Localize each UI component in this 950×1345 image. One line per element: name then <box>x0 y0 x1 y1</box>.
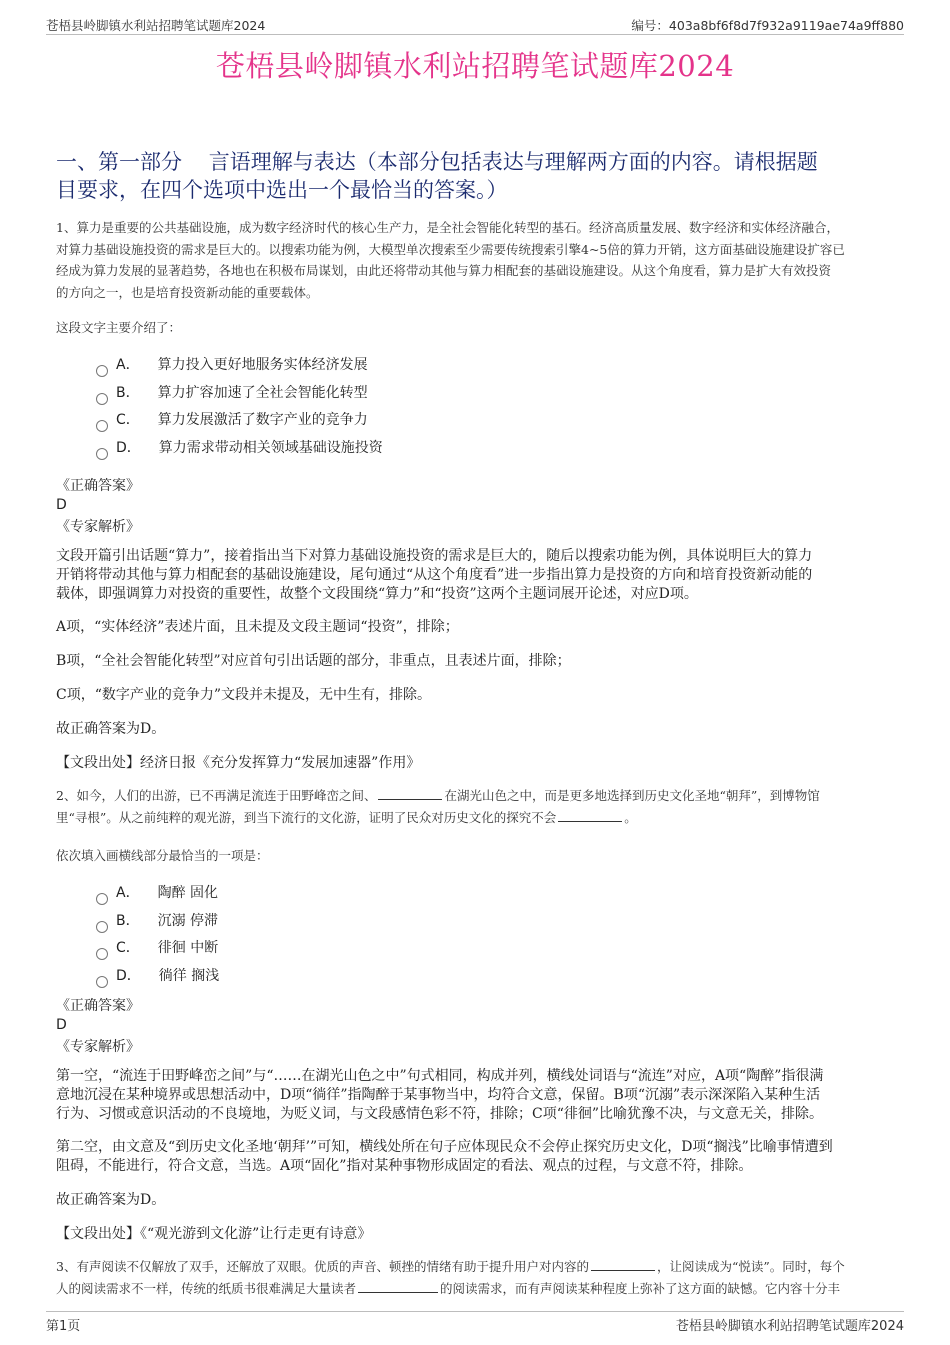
analysis-line: 行为、习惯或意识活动的不良境地，为贬义词，与文段感情色彩不符，排除；C项“徘徊”比喻犹豫不决，与文意无关，排除。 <box>56 1106 824 1122</box>
analysis-paragraph: B项，“全社会智能化转型”对应首句引出话题的部分，非重点，且表述片面，排除； <box>56 653 571 669</box>
section-heading-line-2: 目要求，在四个选项中选出一个最恰当的答案。） <box>56 178 508 202</box>
blank-line <box>558 809 622 822</box>
option-letter: A． <box>116 357 140 373</box>
option-c[interactable] <box>96 407 892 435</box>
page-header <box>46 14 904 35</box>
page-number: 第1页 <box>46 1319 81 1334</box>
radio-icon[interactable] <box>96 420 108 432</box>
option-text: 徜徉 搁浅 <box>158 967 220 984</box>
footer-title: 苍梧县岭脚镇水利站招聘笔试题库2024 <box>675 1319 904 1334</box>
option-b[interactable] <box>96 380 892 408</box>
analysis-line: 意地沉浸在某种境界或思想活动中，D项“徜徉”指陶醉于某事物当中，均符合文意，保留。B项“沉溺”表示深深陷入某种生活 <box>56 1087 821 1103</box>
blank-line <box>591 1258 655 1271</box>
stem-line: 经成为算力发展的显著趋势，各地也在积极布局谋划，由此还将带动其他与算力相配套的基础设施建设。从这个角度看，算力是扩大有效投资 <box>56 263 832 278</box>
correct-answer-label: 《正确答案》 <box>56 998 140 1014</box>
radio-icon[interactable] <box>96 893 108 905</box>
analysis-conclusion: 故正确答案为D。 <box>56 721 166 737</box>
option-a[interactable] <box>96 352 892 380</box>
analysis-line: 开销将带动其他与算力相配套的基础设施建设，尾句通过“从这个角度看”进一步指出算力是投资的方向和培育投资新动能的 <box>56 567 813 583</box>
option-letter: B． <box>116 912 140 929</box>
document-title: 苍梧县岭脚镇水利站招聘笔试题库2024 <box>215 49 735 83</box>
stem-text: 2、如今，人们的出游，已不再满足流连于田野峰峦之间、 <box>56 788 377 803</box>
header-doc-id: 编号：403a8bf6f8d7f932a9119ae74a9ff880 <box>631 18 904 33</box>
source-citation: 【文段出处】经济日报《充分发挥算力“发展加速器”作用》 <box>56 755 421 771</box>
question-2-options <box>96 880 892 990</box>
option-letter: B． <box>116 384 140 401</box>
question-3 <box>56 1256 892 1299</box>
stem-text: 。 <box>624 809 637 825</box>
analysis-paragraph: A项，“实体经济”表述片面，且未提及文段主题词“投资”，排除； <box>56 619 459 635</box>
correct-answer-value: D <box>56 1017 67 1033</box>
stem-text: 3、有声阅读不仅解放了双手，还解放了双眼。优质的声音、顿挫的情绪有助于提升用户对内容的 <box>56 1259 589 1274</box>
radio-icon[interactable] <box>96 921 108 933</box>
option-d[interactable] <box>96 435 892 463</box>
radio-icon[interactable] <box>96 976 108 988</box>
header-title: 苍梧县岭脚镇水利站招聘笔试题库2024 <box>46 18 266 33</box>
question-1-options <box>96 352 892 462</box>
analysis-paragraph <box>56 1067 892 1124</box>
question-1-prompt: 这段文字主要介绍了： <box>56 320 182 335</box>
blank-line <box>378 787 442 800</box>
stem-text: ，让阅读成为“悦读”。同时，每个 <box>656 1259 845 1274</box>
stem-line: 的方向之一，也是培育投资新动能的重要载体。 <box>56 284 319 300</box>
option-letter: D． <box>116 439 141 456</box>
option-c[interactable] <box>96 935 892 963</box>
stem-text: 在湖光山色之中，而是更多地选择到历史文化圣地“朝拜”，到博物馆 <box>444 788 820 803</box>
stem-text: 的阅读需求，而有声阅读某种程度上弥补了这方面的缺憾。它内容十分丰 <box>440 1280 841 1296</box>
section-heading-line-1: 一、第一部分 言语理解与表达（本部分包括表达与理解两方面的内容。请根据题 <box>56 150 818 174</box>
analysis-line: 载体，即强调算力对投资的重要性，故整个文段围绕“算力”和“投资”这两个主题词展开论述，对应D项。 <box>56 586 698 602</box>
option-letter: C． <box>116 412 140 428</box>
analysis-paragraph <box>56 547 892 604</box>
correct-answer-label: 《正确答案》 <box>56 478 140 494</box>
analysis-line: 文段开篇引出话题“算力”，接着指出当下对算力基础设施投资的需求是巨大的，随后以搜索功能为例，具体说明巨大的算力 <box>56 548 813 564</box>
expert-analysis-label: 《专家解析》 <box>56 1039 140 1055</box>
analysis-line: 阻碍，不能进行，符合文意，当选。A项“固化”指对某种事物形成固定的看法、观点的过程，与文意不符，排除。 <box>56 1158 753 1174</box>
section-heading <box>56 148 894 204</box>
radio-icon[interactable] <box>96 365 108 377</box>
radio-icon[interactable] <box>96 948 108 960</box>
question-1-stem <box>56 217 892 303</box>
analysis-paragraph: C项，“数字产业的竞争力”文段并未提及，无中生有，排除。 <box>56 687 432 703</box>
question-1 <box>56 217 892 773</box>
option-a[interactable] <box>96 880 892 908</box>
correct-answer-value: D <box>56 497 67 513</box>
analysis-line: 第一空，“流连于田野峰峦之间”与“……在湖光山色之中”句式相同，构成并列，横线处词语与“流连”对应，A项“陶醉”指很满 <box>56 1068 824 1084</box>
option-text: 沉溺 停滞 <box>157 912 219 929</box>
page-footer <box>46 1311 904 1334</box>
radio-icon[interactable] <box>96 393 108 405</box>
option-letter: A． <box>116 885 140 901</box>
radio-icon[interactable] <box>96 448 108 460</box>
blank-line <box>358 1280 438 1293</box>
stem-line: 对算力基础设施投资的需求是巨大的。以搜索功能为例，大模型单次搜索至少需要传统搜索引擎4~5倍的算力开销，这方面基础设施建设扩容已 <box>56 241 845 257</box>
option-text: 算力发展激活了数字产业的竞争力 <box>157 412 368 428</box>
analysis-line: 第二空，由文意及“到历史文化圣地‘朝拜’”可知，横线处所在句子应体现民众不会停止探究历史文化，D项“搁浅”比喻事情遭到 <box>56 1139 833 1155</box>
option-b[interactable] <box>96 908 892 936</box>
option-text: 徘徊 中断 <box>157 940 219 956</box>
expert-analysis-label: 《专家解析》 <box>56 519 140 535</box>
stem-text: 里“寻根”。从之前纯粹的观光游，到当下流行的文化游，证明了民众对历史文化的探究不会 <box>56 809 557 825</box>
question-2-stem <box>56 785 892 828</box>
questions-content <box>56 217 892 1299</box>
option-text: 算力投入更好地服务实体经济发展 <box>157 357 368 373</box>
option-text: 算力需求带动相关领域基础设施投资 <box>158 439 383 456</box>
option-letter: C． <box>116 940 140 956</box>
stem-text: 人的阅读需求不一样，传统的纸质书很难满足大量读者 <box>56 1280 357 1296</box>
option-text: 陶醉 固化 <box>157 885 219 901</box>
analysis-conclusion: 故正确答案为D。 <box>56 1192 166 1208</box>
question-3-stem <box>56 1256 892 1299</box>
question-2 <box>56 785 892 1244</box>
stem-line: 1、算力是重要的公共基础设施，成为数字经济时代的核心生产力，是全社会智能化转型的基石。经济高质量发展、数字经济和实体经济融合， <box>56 220 839 235</box>
option-text: 算力扩容加速了全社会智能化转型 <box>157 384 368 401</box>
option-d[interactable] <box>96 963 892 991</box>
option-letter: D． <box>116 967 141 984</box>
analysis-paragraph <box>56 1138 892 1176</box>
source-citation: 【文段出处】《“观光游到文化游”让行走更有诗意》 <box>56 1226 372 1242</box>
question-2-prompt: 依次填入画横线部分最恰当的一项是： <box>56 848 269 863</box>
